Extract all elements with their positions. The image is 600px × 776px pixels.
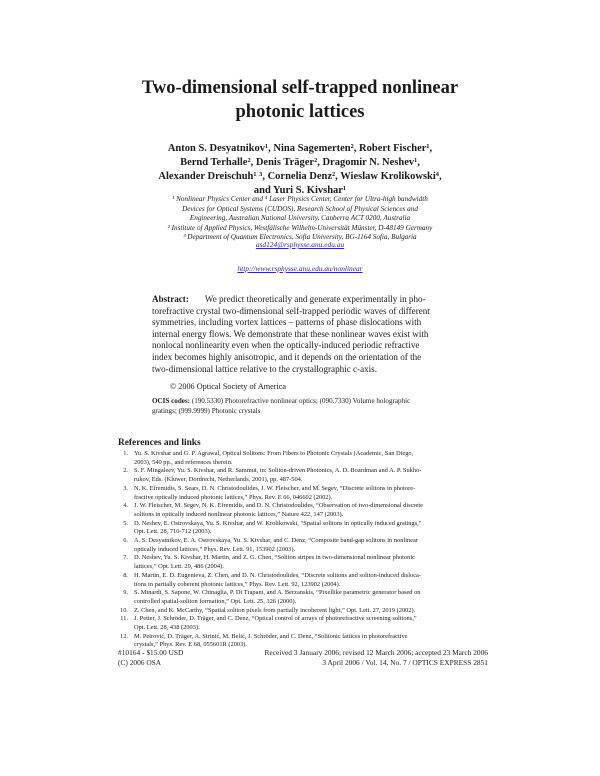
reference-text: A. S. Desyatnikov, E. A. Ostrovskaya, Yu. S. Kivshar, and C. Denz, “Composite band-gap solitons in nonlinear bbox=[134, 537, 418, 545]
reference-number: 4. bbox=[123, 502, 128, 510]
affiliations bbox=[150, 195, 450, 243]
references-heading: References and links bbox=[118, 438, 201, 448]
reference-text: S. F. Mingaleev, Yu. S. Kivshar, and R. Sammut, in: Soliton-driven Photonics, A. D. Boardman and A. P. Sukho- bbox=[134, 467, 422, 475]
reference-number: 9. bbox=[123, 589, 128, 597]
footer-journal: 3 April 2006 / Vol. 14, No. 7 / OPTICS EXPRESS 2851 bbox=[322, 658, 488, 667]
footer-left bbox=[118, 648, 183, 668]
author-line: Bernd Terhalle², Denis Träger², Dragomir N. Neshev¹, bbox=[180, 157, 420, 168]
website-link[interactable]: http://www.rsphysse.anu.edu.au/nonlinear bbox=[237, 264, 363, 273]
reference-text: optically induced lattices,” Phys. Rev. Lett. 91, 153902 (2003). bbox=[134, 545, 296, 553]
reference-number: 7. bbox=[123, 554, 128, 562]
ocis-codes bbox=[152, 396, 410, 416]
reference-text: Z. Chen, and K. McCarthy, “Spatial soliton pixels from partially incoherent light,” Opt. Lett. 27, 2019 (2002). bbox=[134, 606, 416, 614]
reference-text: fractive optically induced photonic lattices,” Phys. Rev. E 66, 046602 (2002). bbox=[134, 493, 333, 501]
affiliation-line: Devices for Optical Systems (CUDOS), Research School of Physical Sciences and bbox=[182, 204, 418, 213]
reference-item bbox=[118, 520, 488, 537]
footer-received: Received 3 January 2006; revised 12 March 2006; accepted 23 March 2006 bbox=[264, 648, 488, 657]
reference-item bbox=[118, 615, 488, 632]
reference-item bbox=[118, 450, 488, 467]
affiliation-line: ³ Department of Quantum Electronics, Sofia University, BG-1164 Sofia, Bulgaria bbox=[183, 233, 417, 242]
author-list bbox=[130, 142, 470, 198]
reference-text: J. Petter, J. Schröder, D. Träger, and C. Denz, “Optical control of arrays of photorefractive screening solitons,” bbox=[134, 615, 417, 623]
reference-text: S. Minardi, S. Sapone, W. Chinaglia, P. Di Trapani, and A. Berzanskis, “Pixellike parametric generator based on bbox=[134, 589, 421, 597]
footer-price: #10164 - $15.00 USD bbox=[118, 648, 184, 657]
reference-item bbox=[118, 485, 488, 502]
reference-item bbox=[118, 467, 488, 484]
reference-item bbox=[118, 572, 488, 589]
reference-number: 11. bbox=[120, 615, 128, 623]
reference-text: H. Martin, E. D. Eugenieva, Z. Chen, and D. N. Christodoulides, “Discrete solitons and soliton-induced disloca- bbox=[134, 571, 421, 579]
affiliation-line: ¹ Nonlinear Physics Center and ⁴ Laser Physics Center, Center for Ultra-high bandwidth bbox=[172, 195, 428, 203]
reference-text: controlled spatial-soliton formation,” Opt. Lett. 25, 326 (2000). bbox=[134, 597, 297, 605]
reference-number: 1. bbox=[123, 450, 128, 457]
email-link[interactable]: asd124@rsphysse.anu.edu.au bbox=[255, 240, 345, 249]
title-line: photonic lattices bbox=[235, 102, 365, 122]
affiliation-line: ² Institute of Applied Physics, Westfälische Wilhelm-Universität Münster, D-48149 Germany bbox=[167, 223, 433, 232]
reference-text: J. W. Fleischer, M. Segev, N. K. Efremidis, and D. N. Christodoulides, “Observation of two-dimensional discrete bbox=[134, 502, 423, 510]
affiliation-line: Engineering, Australian National University, Canberra ACT 0200, Australia bbox=[189, 214, 411, 223]
reference-text: crystals,” Phys. Rev. E 68, 055601R (2003). bbox=[134, 641, 248, 649]
abstract-label: Abstract: bbox=[152, 294, 189, 304]
paper-title bbox=[120, 76, 480, 124]
reference-item bbox=[118, 537, 488, 554]
title-line: Two-dimensional self-trapped nonlinear bbox=[141, 78, 459, 98]
reference-text: Opt. Lett. 28, 710-712 (2003). bbox=[134, 528, 212, 536]
abstract bbox=[152, 294, 476, 375]
ocis-label: OCIS codes: bbox=[152, 397, 191, 405]
reference-text: lattices,” Opt. Lett. 29, 486 (2004). bbox=[134, 563, 224, 571]
author-line: Anton S. Desyatnikov¹, Nina Sagemerten², Robert Fischer¹, bbox=[167, 143, 433, 154]
author-line: Alexander Dreischuh¹ ³, Cornelia Denz², Wieslaw Krolikowski⁴, bbox=[158, 171, 442, 182]
abstract-line: torefractive crystal two-dimensional self-trapped periodic waves of different bbox=[152, 305, 430, 316]
reference-text: solitons in optically induced nonlinear photonic lattices,” Nature 422, 147 (2003). bbox=[134, 510, 344, 518]
reference-list bbox=[118, 450, 488, 650]
reference-item bbox=[118, 607, 488, 616]
ocis-line: (190.5330) Photorefractive nonlinear optics; (090.7330) Volume holographic bbox=[191, 397, 411, 405]
reference-text: M. Petrović, D. Träger, A. Strinić, M. Belić, J. Schröder, and C. Denz, “Solitonic lattices in photorefractive bbox=[134, 632, 408, 640]
reference-text: rukov, Eds. (Kluwer, Dordrecht, Netherlands, 2001), pp. 487-504. bbox=[134, 476, 303, 484]
reference-text: tions in partially coherent photonic lattices,” Phys. Rev. Lett. 92, 123902 (2004). bbox=[134, 580, 341, 588]
reference-number: 12. bbox=[120, 632, 128, 640]
footer-right bbox=[265, 648, 489, 668]
reference-item bbox=[118, 589, 488, 606]
reference-text: D. Neshev, Yu. S. Kivshar, H. Martin, and Z. G. Chen, “Soliton stripes in two-dimensional nonlinear photonic bbox=[134, 554, 415, 562]
reference-number: 8. bbox=[123, 571, 128, 579]
reference-text: D. Neshev, E. Ostrovskaya, Yu. S. Kivshar, and W. Krolikowski, “Spatial solitons in optically induced gratings,” bbox=[134, 519, 422, 527]
reference-text: Yu. S. Kivshar and G. P. Agrawal, Optical Solitons: From Fibers to Photonic Crystals (Academic, San Diego, bbox=[134, 450, 414, 457]
abstract-line: internal energy flows. We demonstrate that these nonlinear waves exist with bbox=[152, 328, 429, 339]
abstract-line: nonlocal nonlinearity even when the optically-induced periodic refractive bbox=[152, 340, 420, 351]
reference-number: 10. bbox=[120, 606, 128, 614]
reference-number: 5. bbox=[123, 519, 128, 527]
abstract-line: We predict theoretically and generate experimentally in pho- bbox=[204, 294, 426, 304]
reference-item bbox=[118, 554, 488, 571]
reference-text: N. K. Efremidis, S. Sears, D. N. Christodoulides, J. W. Fleischer, and M. Segev, “Discrete solitons in photore- bbox=[134, 484, 416, 492]
ocis-line: gratings; (999.9999) Photonic crystals bbox=[152, 407, 261, 415]
reference-number: 6. bbox=[123, 537, 128, 545]
abstract-line: two-dimensional lattice relative to the crystallographic c-axis. bbox=[152, 363, 377, 374]
copyright-notice: © 2006 Optical Society of America bbox=[170, 382, 287, 391]
reference-text: 2003), 540 pp., and references therein. bbox=[134, 458, 233, 466]
abstract-line: symmetries, including vortex lattices – patterns of phase dislocations with bbox=[152, 317, 422, 328]
author-line: and Yuri S. Kivshar¹ bbox=[253, 185, 347, 196]
reference-number: 3. bbox=[123, 484, 128, 492]
footer-copyright: (C) 2006 OSA bbox=[118, 658, 162, 667]
reference-text: Opt. Lett. 28, 438 (2003). bbox=[134, 624, 200, 632]
reference-item bbox=[118, 502, 488, 519]
reference-number: 2. bbox=[123, 467, 128, 475]
abstract-line: index becomes highly anisotropic, and it depends on the orientation of the bbox=[152, 351, 422, 362]
